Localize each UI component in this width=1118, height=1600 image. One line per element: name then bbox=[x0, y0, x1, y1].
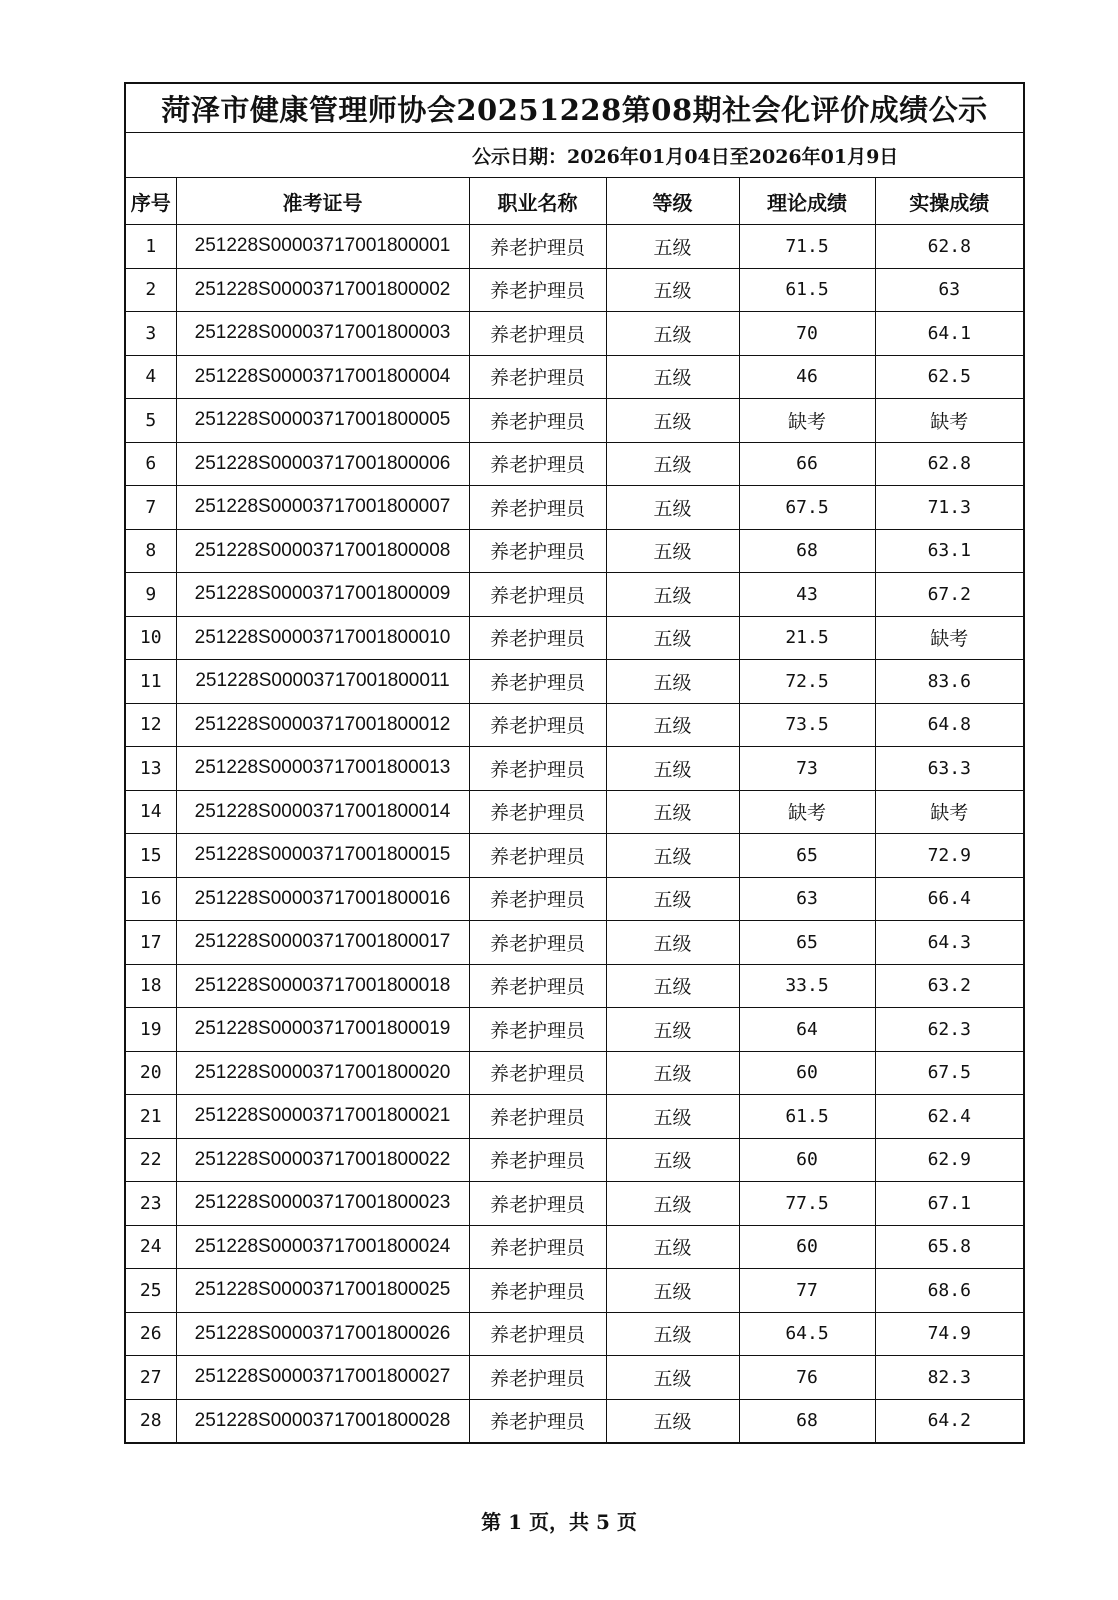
cell-occupation: 养老护理员 bbox=[469, 747, 606, 791]
cell-level: 五级 bbox=[606, 442, 739, 486]
cell-occupation: 养老护理员 bbox=[469, 1051, 606, 1095]
cell-no: 22 bbox=[125, 1138, 176, 1182]
cell-level: 五级 bbox=[606, 486, 739, 530]
cell-theory-score: 21.5 bbox=[739, 616, 875, 660]
cell-level: 五级 bbox=[606, 921, 739, 965]
cell-level: 五级 bbox=[606, 1182, 739, 1226]
cell-no: 10 bbox=[125, 616, 176, 660]
cell-no: 21 bbox=[125, 1095, 176, 1139]
cell-occupation: 养老护理员 bbox=[469, 616, 606, 660]
cell-occupation: 养老护理员 bbox=[469, 1138, 606, 1182]
table-row bbox=[125, 312, 1024, 356]
cell-no: 23 bbox=[125, 1182, 176, 1226]
cell-theory-score: 72.5 bbox=[739, 660, 875, 704]
cell-no: 12 bbox=[125, 703, 176, 747]
cell-no: 3 bbox=[125, 312, 176, 356]
cell-level: 五级 bbox=[606, 877, 739, 921]
cell-no: 14 bbox=[125, 790, 176, 834]
cell-occupation: 养老护理员 bbox=[469, 1312, 606, 1356]
cell-no: 1 bbox=[125, 225, 176, 269]
table-row bbox=[125, 399, 1024, 443]
table-row bbox=[125, 225, 1024, 269]
cell-no: 15 bbox=[125, 834, 176, 878]
cell-occupation: 养老护理员 bbox=[469, 1225, 606, 1269]
results-table bbox=[124, 82, 1025, 1444]
cell-exam-id: 251228S00003717001800011 bbox=[176, 660, 469, 704]
cell-practical-score: 62.9 bbox=[875, 1138, 1024, 1182]
cell-exam-id: 251228S00003717001800018 bbox=[176, 964, 469, 1008]
cell-theory-score: 61.5 bbox=[739, 1095, 875, 1139]
cell-practical-score: 67.5 bbox=[875, 1051, 1024, 1095]
cell-theory-score: 60 bbox=[739, 1225, 875, 1269]
table-row bbox=[125, 1051, 1024, 1095]
table-row bbox=[125, 834, 1024, 878]
cell-practical-score: 71.3 bbox=[875, 486, 1024, 530]
cell-level: 五级 bbox=[606, 703, 739, 747]
cell-level: 五级 bbox=[606, 834, 739, 878]
table-row bbox=[125, 442, 1024, 486]
cell-occupation: 养老护理员 bbox=[469, 1356, 606, 1400]
cell-exam-id: 251228S00003717001800006 bbox=[176, 442, 469, 486]
cell-practical-score: 67.2 bbox=[875, 573, 1024, 617]
table-row bbox=[125, 921, 1024, 965]
cell-theory-score: 61.5 bbox=[739, 268, 875, 312]
cell-exam-id: 251228S00003717001800014 bbox=[176, 790, 469, 834]
cell-exam-id: 251228S00003717001800008 bbox=[176, 529, 469, 573]
cell-practical-score: 67.1 bbox=[875, 1182, 1024, 1226]
cell-exam-id: 251228S00003717001800019 bbox=[176, 1008, 469, 1052]
cell-theory-score: 67.5 bbox=[739, 486, 875, 530]
cell-no: 16 bbox=[125, 877, 176, 921]
cell-occupation: 养老护理员 bbox=[469, 1269, 606, 1313]
cell-occupation: 养老护理员 bbox=[469, 355, 606, 399]
cell-exam-id: 251228S00003717001800017 bbox=[176, 921, 469, 965]
cell-no: 4 bbox=[125, 355, 176, 399]
cell-exam-id: 251228S00003717001800025 bbox=[176, 1269, 469, 1313]
cell-practical-score: 64.1 bbox=[875, 312, 1024, 356]
cell-level: 五级 bbox=[606, 616, 739, 660]
date-row bbox=[125, 133, 1024, 178]
cell-exam-id: 251228S00003717001800023 bbox=[176, 1182, 469, 1226]
cell-no: 2 bbox=[125, 268, 176, 312]
cell-theory-score: 65 bbox=[739, 921, 875, 965]
cell-practical-score: 63.1 bbox=[875, 529, 1024, 573]
cell-theory-score: 46 bbox=[739, 355, 875, 399]
cell-occupation: 养老护理员 bbox=[469, 312, 606, 356]
cell-exam-id: 251228S00003717001800024 bbox=[176, 1225, 469, 1269]
table-row bbox=[125, 1356, 1024, 1400]
cell-exam-id: 251228S00003717001800028 bbox=[176, 1399, 469, 1443]
column-header-theory: 理论成绩 bbox=[739, 178, 875, 225]
table-row bbox=[125, 877, 1024, 921]
table-row bbox=[125, 964, 1024, 1008]
cell-no: 27 bbox=[125, 1356, 176, 1400]
cell-practical-score: 64.8 bbox=[875, 703, 1024, 747]
cell-occupation: 养老护理员 bbox=[469, 573, 606, 617]
cell-occupation: 养老护理员 bbox=[469, 921, 606, 965]
cell-level: 五级 bbox=[606, 355, 739, 399]
cell-practical-score: 66.4 bbox=[875, 877, 1024, 921]
cell-exam-id: 251228S00003717001800010 bbox=[176, 616, 469, 660]
cell-practical-score: 63.3 bbox=[875, 747, 1024, 791]
cell-occupation: 养老护理员 bbox=[469, 877, 606, 921]
cell-no: 8 bbox=[125, 529, 176, 573]
cell-exam-id: 251228S00003717001800012 bbox=[176, 703, 469, 747]
cell-practical-score: 63 bbox=[875, 268, 1024, 312]
cell-level: 五级 bbox=[606, 790, 739, 834]
cell-theory-score: 60 bbox=[739, 1051, 875, 1095]
cell-theory-score: 63 bbox=[739, 877, 875, 921]
table-row bbox=[125, 268, 1024, 312]
table-row bbox=[125, 529, 1024, 573]
cell-no: 5 bbox=[125, 399, 176, 443]
cell-no: 19 bbox=[125, 1008, 176, 1052]
cell-no: 24 bbox=[125, 1225, 176, 1269]
title-row bbox=[125, 83, 1024, 133]
cell-practical-score: 74.9 bbox=[875, 1312, 1024, 1356]
table-row bbox=[125, 1269, 1024, 1313]
cell-no: 9 bbox=[125, 573, 176, 617]
cell-practical-score: 72.9 bbox=[875, 834, 1024, 878]
cell-level: 五级 bbox=[606, 964, 739, 1008]
cell-occupation: 养老护理员 bbox=[469, 1095, 606, 1139]
cell-level: 五级 bbox=[606, 268, 739, 312]
cell-no: 17 bbox=[125, 921, 176, 965]
cell-theory-score: 66 bbox=[739, 442, 875, 486]
cell-practical-score: 68.6 bbox=[875, 1269, 1024, 1313]
cell-practical-score: 63.2 bbox=[875, 964, 1024, 1008]
cell-theory-score: 71.5 bbox=[739, 225, 875, 269]
cell-level: 五级 bbox=[606, 1312, 739, 1356]
cell-level: 五级 bbox=[606, 225, 739, 269]
table-row bbox=[125, 1312, 1024, 1356]
table-body bbox=[125, 225, 1024, 1444]
cell-theory-score: 缺考 bbox=[739, 399, 875, 443]
cell-occupation: 养老护理员 bbox=[469, 790, 606, 834]
publish-date: 公示日期：2026年01月04日至2026年01月9日 bbox=[125, 133, 1024, 178]
cell-level: 五级 bbox=[606, 529, 739, 573]
table-row bbox=[125, 747, 1024, 791]
cell-occupation: 养老护理员 bbox=[469, 703, 606, 747]
cell-occupation: 养老护理员 bbox=[469, 1008, 606, 1052]
cell-occupation: 养老护理员 bbox=[469, 268, 606, 312]
column-header-level: 等级 bbox=[606, 178, 739, 225]
cell-no: 11 bbox=[125, 660, 176, 704]
cell-occupation: 养老护理员 bbox=[469, 964, 606, 1008]
cell-exam-id: 251228S00003717001800016 bbox=[176, 877, 469, 921]
cell-no: 7 bbox=[125, 486, 176, 530]
cell-level: 五级 bbox=[606, 1008, 739, 1052]
cell-theory-score: 64 bbox=[739, 1008, 875, 1052]
column-header-exam-id: 准考证号 bbox=[176, 178, 469, 225]
cell-occupation: 养老护理员 bbox=[469, 1182, 606, 1226]
cell-practical-score: 64.2 bbox=[875, 1399, 1024, 1443]
cell-exam-id: 251228S00003717001800005 bbox=[176, 399, 469, 443]
table-row bbox=[125, 355, 1024, 399]
cell-level: 五级 bbox=[606, 747, 739, 791]
cell-practical-score: 64.3 bbox=[875, 921, 1024, 965]
cell-exam-id: 251228S00003717001800002 bbox=[176, 268, 469, 312]
table-row bbox=[125, 660, 1024, 704]
table-row bbox=[125, 703, 1024, 747]
column-header-occupation: 职业名称 bbox=[469, 178, 606, 225]
cell-exam-id: 251228S00003717001800020 bbox=[176, 1051, 469, 1095]
cell-practical-score: 缺考 bbox=[875, 616, 1024, 660]
cell-theory-score: 43 bbox=[739, 573, 875, 617]
table-row bbox=[125, 1095, 1024, 1139]
header-row bbox=[125, 178, 1024, 225]
cell-exam-id: 251228S00003717001800027 bbox=[176, 1356, 469, 1400]
cell-occupation: 养老护理员 bbox=[469, 442, 606, 486]
cell-theory-score: 64.5 bbox=[739, 1312, 875, 1356]
cell-occupation: 养老护理员 bbox=[469, 660, 606, 704]
cell-level: 五级 bbox=[606, 1051, 739, 1095]
cell-level: 五级 bbox=[606, 399, 739, 443]
cell-exam-id: 251228S00003717001800004 bbox=[176, 355, 469, 399]
table-row bbox=[125, 1008, 1024, 1052]
cell-exam-id: 251228S00003717001800022 bbox=[176, 1138, 469, 1182]
cell-exam-id: 251228S00003717001800009 bbox=[176, 573, 469, 617]
table-row bbox=[125, 1138, 1024, 1182]
cell-no: 13 bbox=[125, 747, 176, 791]
column-header-no: 序号 bbox=[125, 178, 176, 225]
cell-no: 20 bbox=[125, 1051, 176, 1095]
cell-occupation: 养老护理员 bbox=[469, 834, 606, 878]
cell-exam-id: 251228S00003717001800001 bbox=[176, 225, 469, 269]
cell-practical-score: 62.8 bbox=[875, 225, 1024, 269]
cell-theory-score: 77 bbox=[739, 1269, 875, 1313]
cell-practical-score: 82.3 bbox=[875, 1356, 1024, 1400]
cell-theory-score: 65 bbox=[739, 834, 875, 878]
table-row bbox=[125, 1225, 1024, 1269]
cell-occupation: 养老护理员 bbox=[469, 1399, 606, 1443]
cell-exam-id: 251228S00003717001800003 bbox=[176, 312, 469, 356]
cell-level: 五级 bbox=[606, 1095, 739, 1139]
cell-level: 五级 bbox=[606, 1356, 739, 1400]
cell-level: 五级 bbox=[606, 660, 739, 704]
cell-level: 五级 bbox=[606, 1225, 739, 1269]
page-number: 第 1 页，共 5 页 bbox=[481, 1510, 637, 1534]
cell-theory-score: 70 bbox=[739, 312, 875, 356]
cell-theory-score: 68 bbox=[739, 529, 875, 573]
cell-exam-id: 251228S00003717001800007 bbox=[176, 486, 469, 530]
cell-level: 五级 bbox=[606, 1138, 739, 1182]
table-row bbox=[125, 1399, 1024, 1443]
cell-no: 25 bbox=[125, 1269, 176, 1313]
cell-exam-id: 251228S00003717001800026 bbox=[176, 1312, 469, 1356]
table-row bbox=[125, 790, 1024, 834]
cell-exam-id: 251228S00003717001800015 bbox=[176, 834, 469, 878]
cell-exam-id: 251228S00003717001800013 bbox=[176, 747, 469, 791]
cell-no: 6 bbox=[125, 442, 176, 486]
cell-theory-score: 60 bbox=[739, 1138, 875, 1182]
cell-theory-score: 33.5 bbox=[739, 964, 875, 1008]
table-row bbox=[125, 616, 1024, 660]
cell-occupation: 养老护理员 bbox=[469, 399, 606, 443]
cell-occupation: 养老护理员 bbox=[469, 486, 606, 530]
column-header-practical: 实操成绩 bbox=[875, 178, 1024, 225]
cell-practical-score: 62.5 bbox=[875, 355, 1024, 399]
cell-practical-score: 缺考 bbox=[875, 399, 1024, 443]
table-row bbox=[125, 573, 1024, 617]
cell-theory-score: 缺考 bbox=[739, 790, 875, 834]
cell-practical-score: 缺考 bbox=[875, 790, 1024, 834]
cell-no: 18 bbox=[125, 964, 176, 1008]
cell-no: 28 bbox=[125, 1399, 176, 1443]
cell-level: 五级 bbox=[606, 573, 739, 617]
cell-level: 五级 bbox=[606, 312, 739, 356]
cell-theory-score: 76 bbox=[739, 1356, 875, 1400]
table-row bbox=[125, 486, 1024, 530]
cell-practical-score: 65.8 bbox=[875, 1225, 1024, 1269]
cell-theory-score: 73 bbox=[739, 747, 875, 791]
table-row bbox=[125, 1182, 1024, 1226]
cell-theory-score: 77.5 bbox=[739, 1182, 875, 1226]
cell-practical-score: 62.3 bbox=[875, 1008, 1024, 1052]
cell-occupation: 养老护理员 bbox=[469, 225, 606, 269]
cell-practical-score: 62.8 bbox=[875, 442, 1024, 486]
cell-practical-score: 62.4 bbox=[875, 1095, 1024, 1139]
cell-occupation: 养老护理员 bbox=[469, 529, 606, 573]
cell-level: 五级 bbox=[606, 1399, 739, 1443]
document-title: 菏泽市健康管理师协会20251228第08期社会化评价成绩公示 bbox=[125, 83, 1024, 133]
cell-no: 26 bbox=[125, 1312, 176, 1356]
cell-exam-id: 251228S00003717001800021 bbox=[176, 1095, 469, 1139]
cell-level: 五级 bbox=[606, 1269, 739, 1313]
cell-theory-score: 68 bbox=[739, 1399, 875, 1443]
cell-practical-score: 83.6 bbox=[875, 660, 1024, 704]
cell-theory-score: 73.5 bbox=[739, 703, 875, 747]
